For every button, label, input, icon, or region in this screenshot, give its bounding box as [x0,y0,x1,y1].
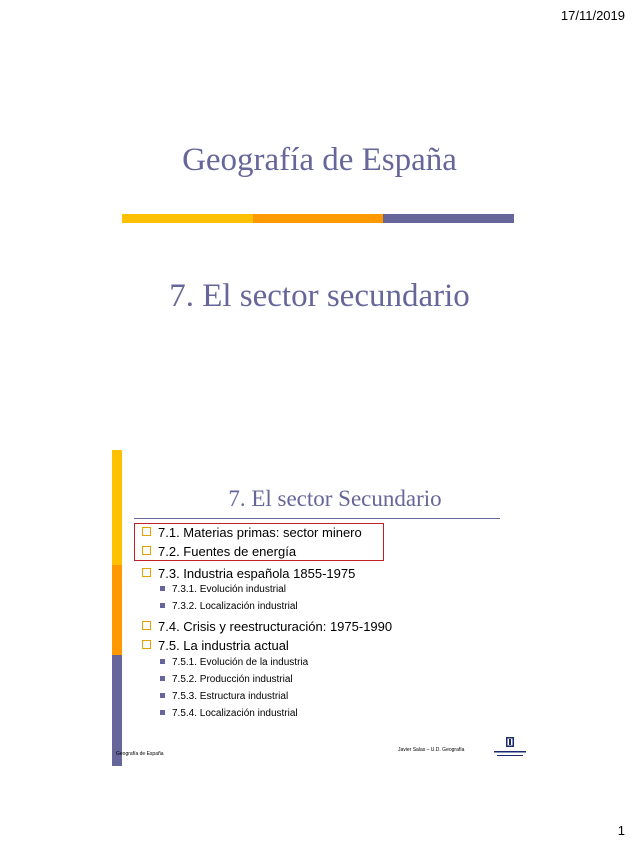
outline-item [160,691,288,702]
filled-square-bullet-icon [160,676,165,681]
hollow-square-bullet-icon [142,546,151,555]
outline-item [160,601,298,612]
outline-item [142,525,362,540]
filled-square-bullet-icon [160,586,165,591]
print-date: 17/11/2019 [560,8,625,23]
hollow-square-bullet-icon [142,640,151,649]
vbar-segment-yellow [112,450,122,565]
filled-square-bullet-icon [160,659,165,664]
hollow-square-bullet-icon [142,568,151,577]
hollow-square-bullet-icon [142,621,151,630]
filled-square-bullet-icon [160,603,165,608]
outline-item-text: 7.2. Fuentes de energía [158,544,297,559]
outline-item [142,619,392,634]
outline-item-text: 7.3. Industria española 1855-1975 [158,566,356,581]
bar-segment-purple [383,214,514,223]
outline-item-text: 7.5. La industria actual [158,638,289,653]
page-number: 1 [617,823,625,838]
slide2-title: 7. El sector Secundario [228,486,442,511]
slide2 [112,450,528,766]
outline-item-text: 7.3.1. Evolución industrial [172,584,286,595]
slide2-title-rule [134,518,500,519]
university-logo-icon [492,736,528,760]
slide1-color-bar [122,214,514,223]
outline-item-text: 7.1. Materias primas: sector minero [158,525,362,540]
slide1-title: Geografía de España [182,142,457,178]
outline-item-text: 7.5.3. Estructura industrial [172,691,289,702]
outline-item [142,544,296,559]
outline-item [160,584,286,595]
hollow-square-bullet-icon [142,527,151,536]
vbar-segment-orange [112,565,122,655]
outline-item-text: 7.5.2. Producción industrial [172,674,293,685]
outline-item-text: 7.5.1. Evolución de la industria [172,657,309,668]
bar-segment-orange [253,214,384,223]
slide2-footer-left: Geografía de España [116,751,164,757]
slide1-subtitle: 7. El sector secundario [169,278,470,314]
outline-item [160,708,298,719]
outline-item [160,657,308,668]
outline-item [142,638,289,653]
outline-item-text: 7.4. Crisis y reestructuración: 1975-1990 [158,619,393,634]
outline-item-text: 7.3.2. Localización industrial [172,601,298,612]
vbar-segment-purple [112,655,122,766]
filled-square-bullet-icon [160,693,165,698]
bar-segment-yellow [122,214,253,223]
outline-item-text: 7.5.4. Localización industrial [172,708,298,719]
slide2-footer-author: Javier Salas – U.D. Geografía [398,747,465,753]
outline-item [142,566,355,581]
outline-item [160,674,293,685]
filled-square-bullet-icon [160,710,165,715]
slide2-vertical-bar [112,450,122,766]
